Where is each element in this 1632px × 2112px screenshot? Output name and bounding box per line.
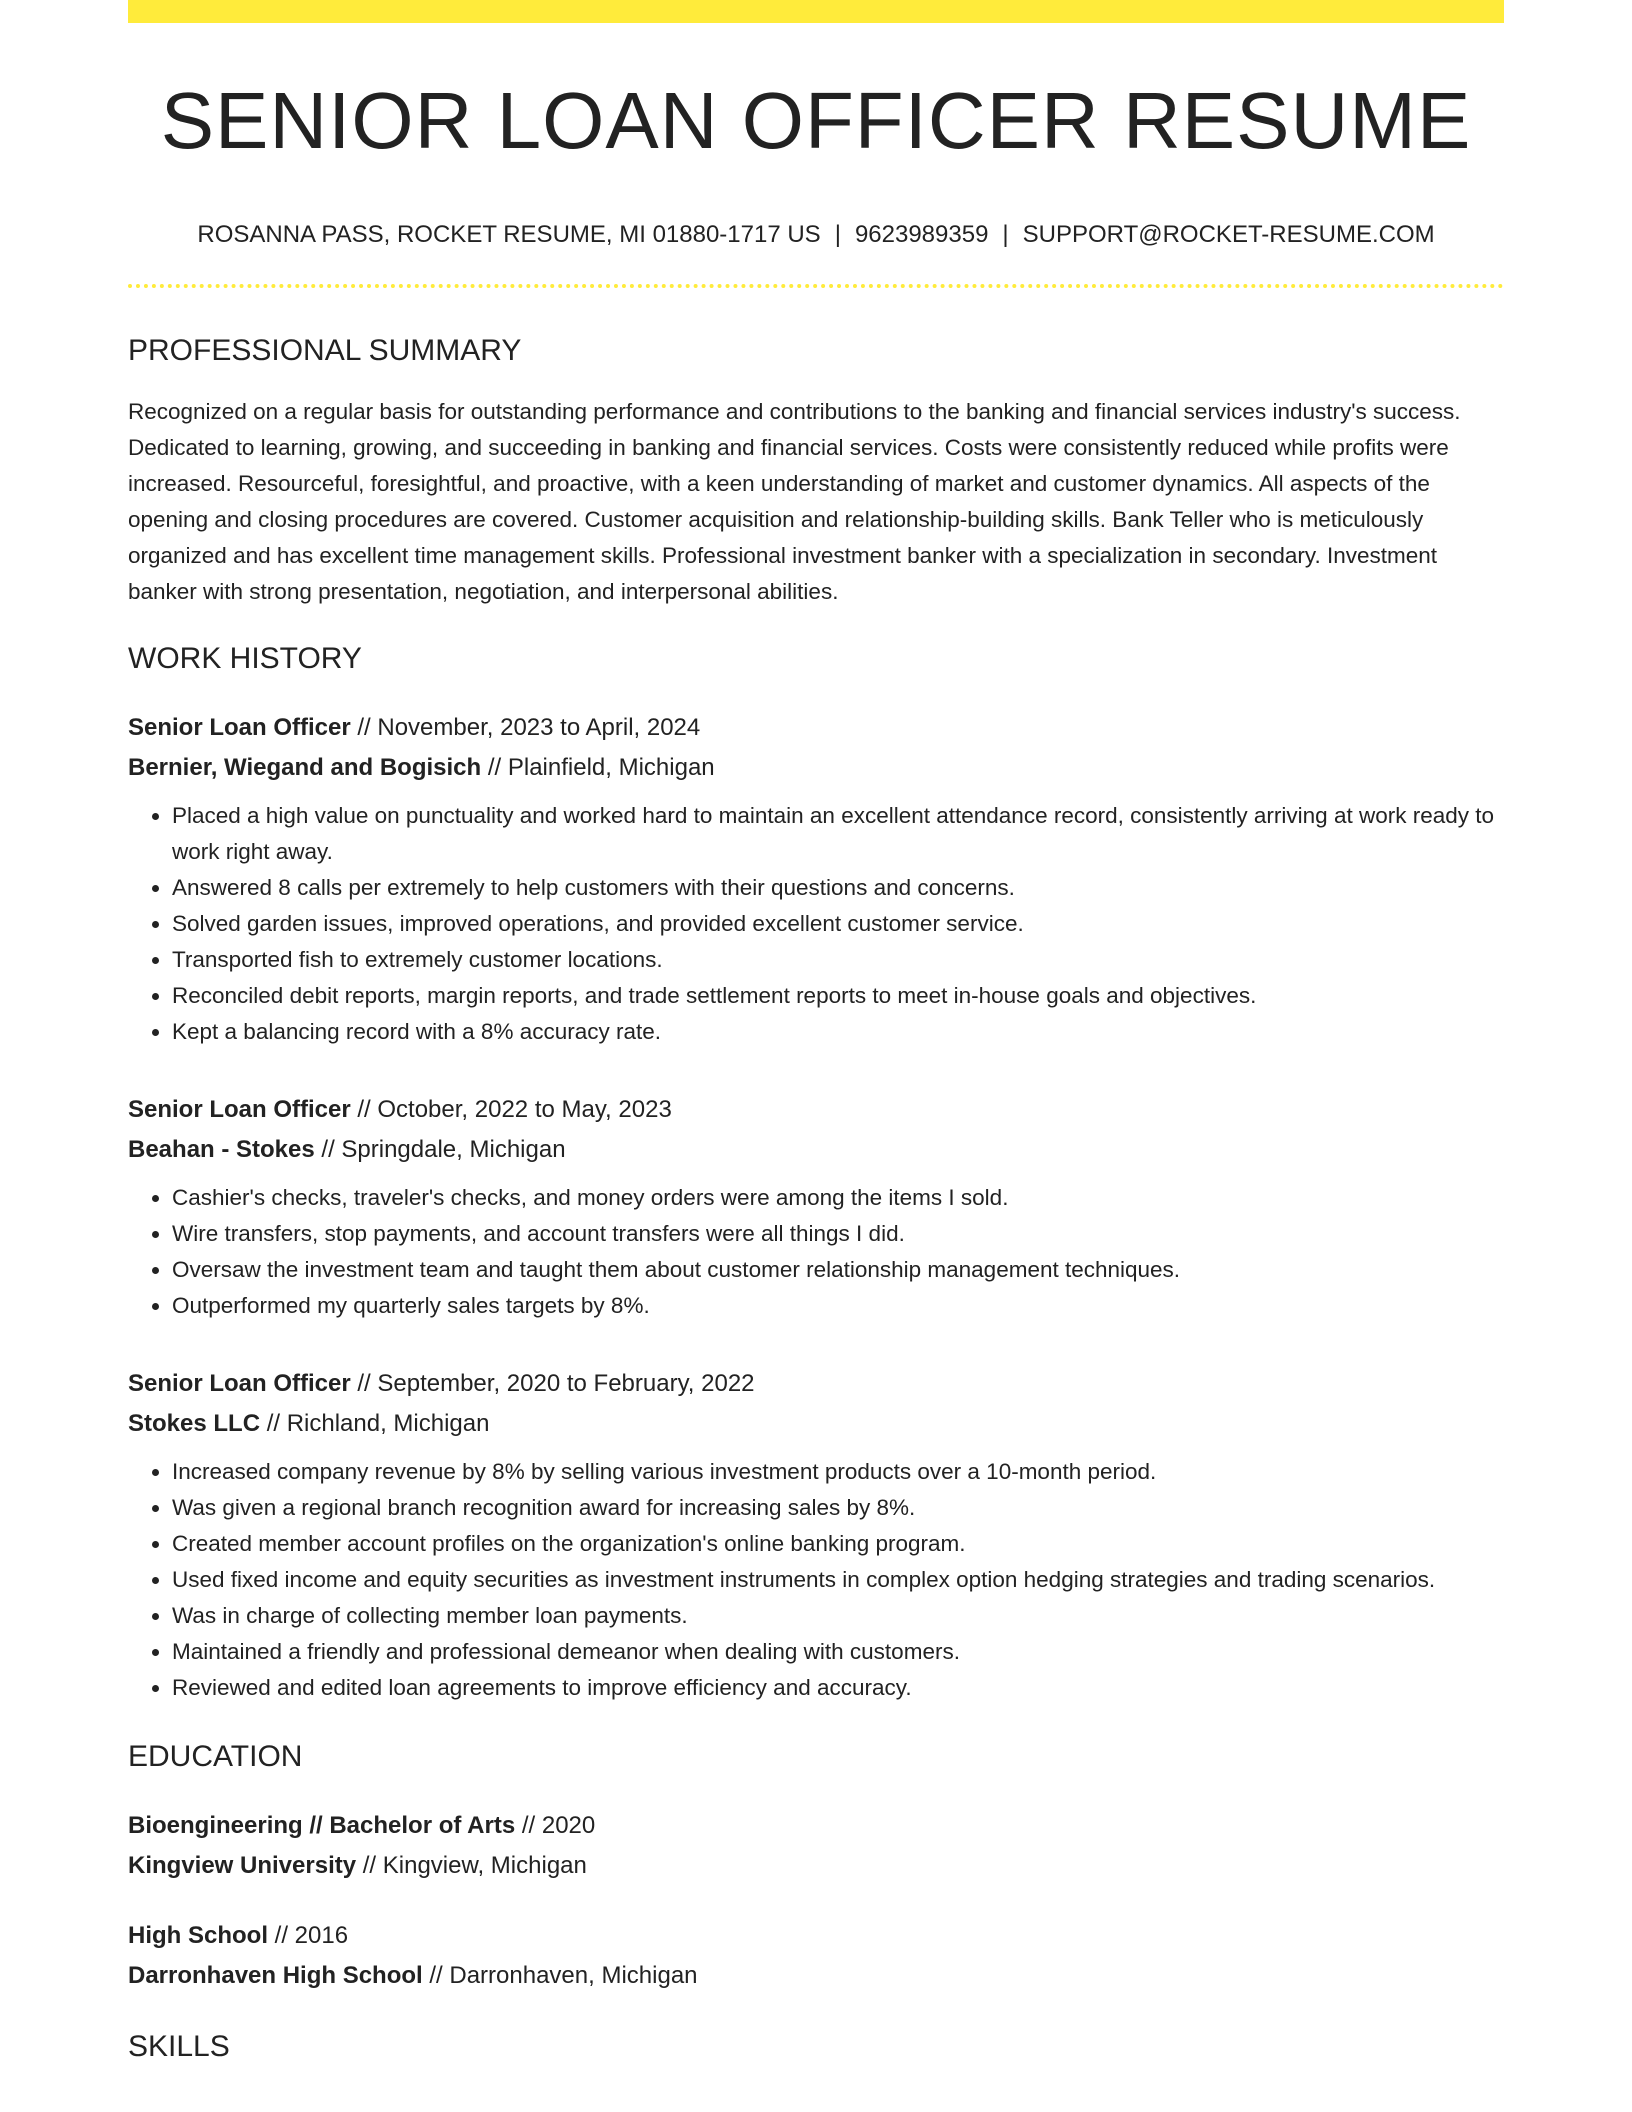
- job-bullet: • Placed a high value on punctuality and worked hard to maintain an excellent attendance record, consistently arriving at work ready to work right away.: [172, 798, 1504, 870]
- education-heading: EDUCATION: [128, 1740, 303, 1773]
- work-history-heading: WORK HISTORY: [128, 642, 362, 675]
- job-location: // Springdale, Michigan: [314, 1136, 566, 1163]
- job-bullet: • Maintained a friendly and professional demeanor when dealing with customers.: [172, 1634, 1504, 1670]
- education-entry: [128, 1916, 1504, 1996]
- job-dates: // November, 2023 to April, 2024: [350, 714, 701, 741]
- summary-heading: PROFESSIONAL SUMMARY: [128, 334, 522, 367]
- job-bullet: • Wire transfers, stop payments, and account transfers were all things I did.: [172, 1216, 1504, 1252]
- education-entry: [128, 1806, 1504, 1886]
- contact-line: [128, 223, 1504, 247]
- job-company: Stokes LLC: [128, 1410, 261, 1437]
- job-company: Beahan - Stokes: [128, 1136, 315, 1163]
- job-title-line: [128, 708, 1504, 748]
- job-title: Senior Loan Officer: [128, 1370, 351, 1397]
- summary-text: Recognized on a regular basis for outstanding performance and contributions to the banking and financial services industry's success. Dedicated to learning, growing, and succeeding in banking and financial services. Costs were consistently reduced while profits were increased. Resourceful, foresightful, and proactive, with a keen understanding of market and customer dynamics. All aspects of the opening and closing procedures are covered. Customer acquisition and relationship-building skills. Bank Teller who is meticulously organized and has excellent time management skills. Professional investment banker with a specialization in secondary. Investment banker with strong presentation, negotiation, and interpersonal abilities.: [128, 399, 1461, 604]
- education-degree-line: [128, 1806, 1504, 1846]
- job-bullet: • Cashier's checks, traveler's checks, and money orders were among the items I sold.: [172, 1180, 1504, 1216]
- resume-page: [128, 0, 1504, 2062]
- accent-top-bar: [128, 0, 1504, 23]
- job-company-line: [128, 1404, 1504, 1444]
- job-bullet: • Was given a regional branch recognition award for increasing sales by 8%.: [172, 1490, 1504, 1526]
- education-year: // 2020: [515, 1812, 596, 1839]
- skills-heading: SKILLS: [128, 2030, 230, 2063]
- education-degree: Bioengineering // Bachelor of Arts: [128, 1812, 516, 1839]
- job-bullet: • Kept a balancing record with a 8% accuracy rate.: [172, 1014, 1504, 1050]
- job-bullet-list: [128, 1180, 1504, 1324]
- resume-title: SENIOR LOAN OFFICER RESUME: [160, 76, 1472, 165]
- education-school: Darronhaven High School: [128, 1962, 423, 1989]
- job-company: Bernier, Wiegand and Bogisich: [128, 754, 482, 781]
- job-entry: [128, 1364, 1504, 1706]
- contact-phone: 9623989359: [854, 221, 989, 248]
- job-entry: [128, 708, 1504, 1050]
- job-title-line: [128, 1090, 1504, 1130]
- job-title: Senior Loan Officer: [128, 1096, 351, 1123]
- education-degree: High School: [128, 1922, 268, 1949]
- job-location: // Plainfield, Michigan: [481, 754, 715, 781]
- job-bullet: • Created member account profiles on the organization's online banking program.: [172, 1526, 1504, 1562]
- job-bullet: • Used fixed income and equity securities as investment instruments in complex option hedging strategies and trading scenarios.: [172, 1562, 1504, 1598]
- job-bullet: • Reconciled debit reports, margin reports, and trade settlement reports to meet in-house goals and objectives.: [172, 978, 1504, 1014]
- job-bullet: • Reviewed and edited loan agreements to improve efficiency and accuracy.: [172, 1670, 1504, 1706]
- job-bullet-list: [128, 1454, 1504, 1706]
- education-location: // Darronhaven, Michigan: [422, 1962, 698, 1989]
- job-company-line: [128, 748, 1504, 788]
- job-bullet: • Was in charge of collecting member loan payments.: [172, 1598, 1504, 1634]
- education-degree-line: [128, 1916, 1504, 1956]
- education-school: Kingview University: [128, 1852, 357, 1879]
- education-location: // Kingview, Michigan: [356, 1852, 587, 1879]
- contact-separator: |: [834, 221, 841, 248]
- education-school-line: [128, 1956, 1504, 1996]
- job-title-line: [128, 1364, 1504, 1404]
- job-bullet: • Answered 8 calls per extremely to help customers with their questions and concerns.: [172, 870, 1504, 906]
- education-school-line: [128, 1846, 1504, 1886]
- job-bullet-list: [128, 798, 1504, 1050]
- job-bullet: • Outperformed my quarterly sales targets by 8%.: [172, 1288, 1504, 1324]
- job-title: Senior Loan Officer: [128, 714, 351, 741]
- job-location: // Richland, Michigan: [260, 1410, 490, 1437]
- contact-separator: |: [1002, 221, 1009, 248]
- job-dates: // September, 2020 to February, 2022: [350, 1370, 755, 1397]
- contact-email: SUPPORT@ROCKET-RESUME.COM: [1022, 221, 1435, 248]
- contact-address: ROSANNA PASS, ROCKET RESUME, MI 01880-1717 US: [197, 221, 821, 248]
- job-entry: [128, 1090, 1504, 1324]
- job-bullet: • Increased company revenue by 8% by selling various investment products over a 10-month period.: [172, 1454, 1504, 1490]
- job-company-line: [128, 1130, 1504, 1170]
- job-bullet: • Solved garden issues, improved operations, and provided excellent customer service.: [172, 906, 1504, 942]
- job-dates: // October, 2022 to May, 2023: [350, 1096, 672, 1123]
- dotted-divider: [128, 284, 1504, 288]
- job-bullet: • Transported fish to extremely customer locations.: [172, 942, 1504, 978]
- job-bullet: • Oversaw the investment team and taught them about customer relationship management techniques.: [172, 1252, 1504, 1288]
- education-year: // 2016: [268, 1922, 349, 1949]
